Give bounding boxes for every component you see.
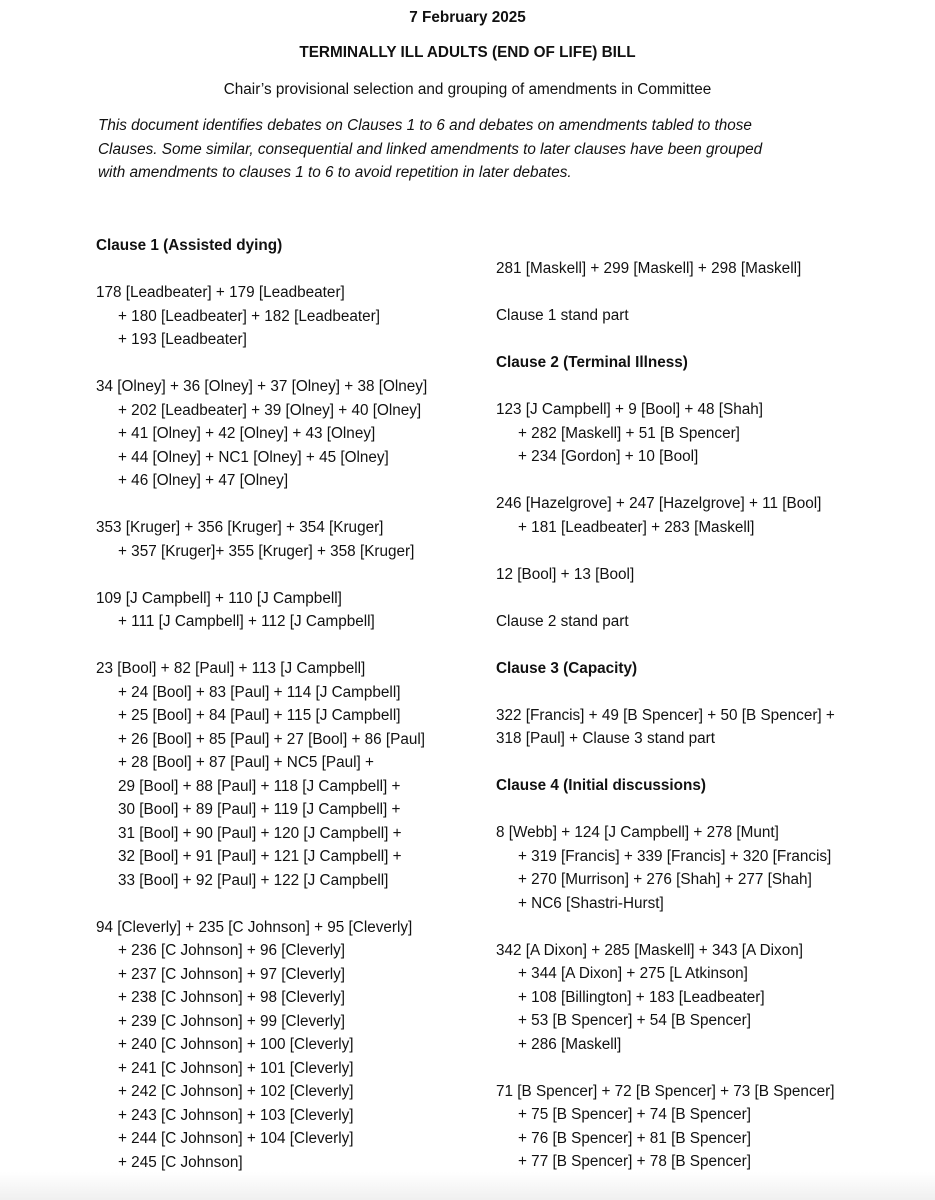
group-line: + 282 [Maskell] + 51 [B Spencer] — [518, 424, 740, 442]
group-line: + 193 [Leadbeater] — [118, 331, 247, 348]
group-line: + 236 [C Johnson] + 96 [Cleverly] — [118, 942, 346, 959]
group-line: + 344 [A Dixon] + 275 [L Atkinson] — [518, 965, 748, 982]
group-line: + 238 [C Johnson] + 98 [Cleverly] — [118, 989, 346, 1006]
amendment-group — [496, 492, 876, 539]
group-line: + 76 [B Spencer] + 81 [B Spencer] — [518, 1129, 752, 1147]
intro-line: This document identifies debates on Clauses 1 to 6 and debates on amendments tabled to those — [98, 117, 752, 134]
amendment-group — [96, 587, 476, 634]
page-bottom-shadow — [0, 1172, 935, 1200]
group-line: 342 [A Dixon] + 285 [Maskell] + 343 [A Dixon] — [496, 941, 803, 959]
amendment-group — [96, 281, 476, 352]
clause-1-heading: Clause 1 (Assisted dying) — [96, 237, 283, 254]
group-line: + 53 [B Spencer] + 54 [B Spencer] — [518, 1012, 752, 1029]
group-line: 30 [Bool] + 89 [Paul] + 119 [J Campbell] + — [118, 801, 401, 818]
right-column — [496, 257, 876, 1197]
group-line: + 46 [Olney] + 47 [Olney] — [118, 472, 289, 489]
group-line: 23 [Bool] + 82 [Paul] + 113 [J Campbell] — [96, 660, 366, 677]
amendment-group — [96, 375, 476, 493]
group-line: + 75 [B Spencer] + 74 [B Spencer] — [518, 1106, 752, 1123]
group-line: + 245 [C Johnson] — [118, 1153, 243, 1171]
group-line: 318 [Paul] + Clause 3 stand part — [496, 730, 715, 747]
clause-4-heading: Clause 4 (Initial discussions) — [496, 777, 706, 794]
group-line: 8 [Webb] + 124 [J Campbell] + 278 [Munt] — [496, 824, 779, 841]
amendment-group — [496, 398, 876, 469]
clause-1-stand-part: Clause 1 stand part — [496, 307, 629, 324]
group-line: + 244 [C Johnson] + 104 [Cleverly] — [118, 1130, 354, 1147]
group-line: + 26 [Bool] + 85 [Paul] + 27 [Bool] + 86 [Paul] — [118, 730, 426, 748]
intro-line: with amendments to clauses 1 to 6 to avoid repetition in later debates. — [98, 164, 572, 181]
group-line: 178 [Leadbeater] + 179 [Leadbeater] — [96, 284, 345, 301]
group-line: 322 [Francis] + 49 [B Spencer] + 50 [B Spencer] + — [496, 706, 835, 724]
amendment-group — [496, 1080, 876, 1174]
group-line: + 111 [J Campbell] + 112 [J Campbell] — [118, 613, 375, 630]
amendment-group — [96, 657, 476, 892]
group-line: 109 [J Campbell] + 110 [J Campbell] — [96, 589, 342, 607]
left-column — [96, 234, 476, 1198]
amendment-group — [496, 939, 876, 1057]
amendment-group: 281 [Maskell] + 299 [Maskell] + 298 [Maskell] — [496, 260, 802, 277]
group-line: + 240 [C Johnson] + 100 [Cleverly] — [118, 1036, 354, 1053]
group-line: 123 [J Campbell] + 9 [Bool] + 48 [Shah] — [496, 401, 764, 418]
group-line: + NC6 [Shastri-Hurst] — [518, 894, 664, 912]
group-line: 34 [Olney] + 36 [Olney] + 37 [Olney] + 38 [Olney] — [96, 378, 428, 395]
group-line: 31 [Bool] + 90 [Paul] + 120 [J Campbell] + — [118, 824, 402, 842]
group-line: + 243 [C Johnson] + 103 [Cleverly] — [118, 1106, 354, 1124]
group-line: + 241 [C Johnson] + 101 [Cleverly] — [118, 1059, 354, 1077]
group-line: 33 [Bool] + 92 [Paul] + 122 [J Campbell] — [118, 871, 389, 889]
group-line: + 41 [Olney] + 42 [Olney] + 43 [Olney] — [118, 425, 376, 442]
clause-2-stand-part: Clause 2 stand part — [496, 612, 629, 630]
bill-title: TERMINALLY ILL ADULTS (END OF LIFE) BILL — [299, 44, 636, 61]
amendment-group — [496, 821, 876, 915]
amendment-group — [96, 916, 476, 1175]
clause-3-heading: Clause 3 (Capacity) — [496, 659, 638, 677]
group-line: 71 [B Spencer] + 72 [B Spencer] + 73 [B Spencer] — [496, 1082, 835, 1100]
group-line: + 77 [B Spencer] + 78 [B Spencer] — [518, 1153, 752, 1170]
group-line: + 237 [C Johnson] + 97 [Cleverly] — [118, 965, 346, 983]
amendment-group — [496, 704, 876, 751]
group-line: 12 [Bool] + 13 [Bool] — [496, 565, 635, 583]
group-line: + 44 [Olney] + NC1 [Olney] + 45 [Olney] — [118, 448, 389, 466]
document-date: 7 February 2025 — [409, 9, 526, 26]
group-line: + 180 [Leadbeater] + 182 [Leadbeater] — [118, 307, 380, 325]
clause-2-heading: Clause 2 (Terminal Illness) — [496, 354, 688, 371]
group-line: 29 [Bool] + 88 [Paul] + 118 [J Campbell] + — [118, 777, 401, 795]
group-line: + 108 [Billington] + 183 [Leadbeater] — [518, 988, 765, 1006]
group-line: + 28 [Bool] + 87 [Paul] + NC5 [Paul] + — [118, 754, 374, 771]
group-line: + 319 [Francis] + 339 [Francis] + 320 [Francis] — [518, 847, 832, 865]
group-line: 353 [Kruger] + 356 [Kruger] + 354 [Kruger] — [96, 519, 384, 536]
group-line: + 239 [C Johnson] + 99 [Cleverly] — [118, 1012, 346, 1030]
group-line: + 357 [Kruger]+ 355 [Kruger] + 358 [Kruger] — [118, 542, 415, 560]
group-line: 94 [Cleverly] + 235 [C Johnson] + 95 [Cleverly] — [96, 918, 413, 936]
group-line: + 270 [Murrison] + 276 [Shah] + 277 [Shah] — [518, 871, 812, 888]
group-line: + 202 [Leadbeater] + 39 [Olney] + 40 [Olney] — [118, 401, 422, 419]
group-line: + 234 [Gordon] + 10 [Bool] — [518, 448, 699, 465]
amendment-group — [96, 516, 476, 563]
group-line: + 286 [Maskell] — [518, 1035, 622, 1053]
amendment-group — [496, 563, 876, 587]
group-line: 32 [Bool] + 91 [Paul] + 121 [J Campbell] + — [118, 848, 402, 865]
group-line: + 242 [C Johnson] + 102 [Cleverly] — [118, 1083, 354, 1100]
intro-line: Clauses. Some similar, consequential and linked amendments to later clauses have been grouped — [98, 140, 763, 158]
group-line: + 24 [Bool] + 83 [Paul] + 114 [J Campbell] — [118, 683, 401, 701]
document-subtitle: Chair’s provisional selection and grouping of amendments in Committee — [223, 81, 712, 98]
group-line: 246 [Hazelgrove] + 247 [Hazelgrove] + 11 [Bool] — [496, 495, 822, 512]
group-line: + 25 [Bool] + 84 [Paul] + 115 [J Campbell] — [118, 707, 401, 724]
intro-paragraph — [98, 114, 818, 185]
group-line: + 181 [Leadbeater] + 283 [Maskell] — [518, 518, 755, 536]
